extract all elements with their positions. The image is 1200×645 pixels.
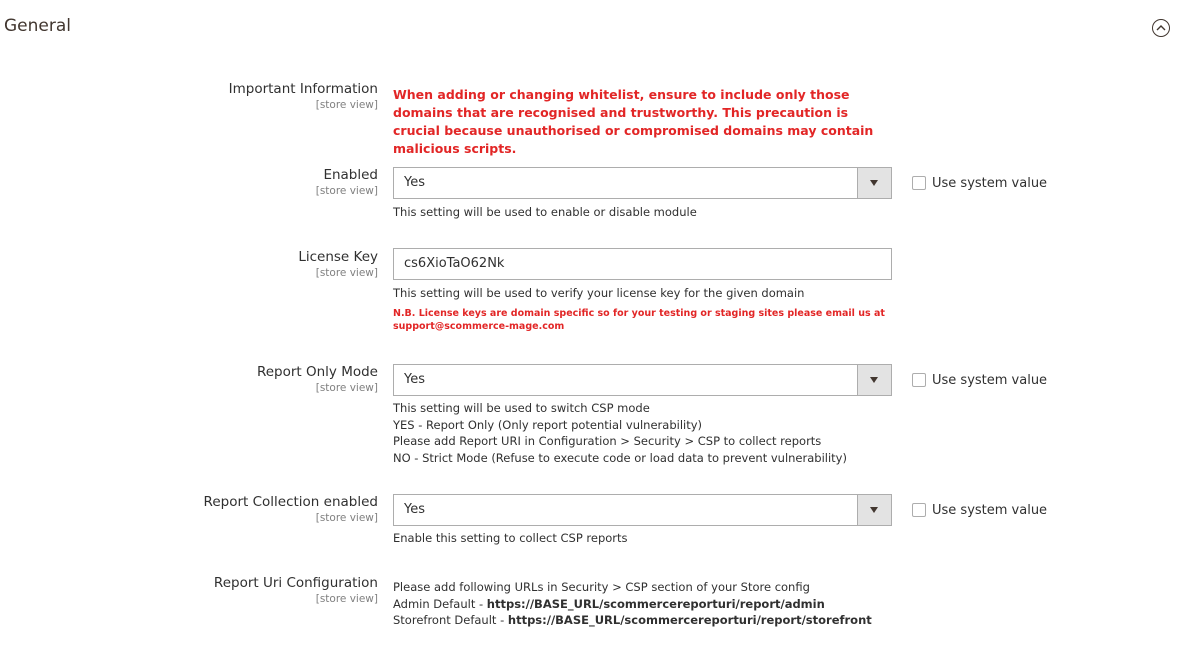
- enabled-select[interactable]: [393, 167, 892, 199]
- report-collection-select-value: Yes: [404, 502, 425, 517]
- use-system-value-label: Use system value: [932, 503, 1048, 518]
- enabled-select-value: Yes: [404, 175, 425, 190]
- report-uri-intro: Please add following URLs in Security > CSP section of your Store config: [393, 580, 810, 594]
- store-prefix: Storefront Default -: [393, 613, 508, 627]
- use-system-value-checkbox[interactable]: [912, 176, 926, 190]
- license-key-label: License Key: [298, 249, 378, 265]
- report-uri-store-line: [393, 612, 953, 629]
- important-info-text: When adding or changing whitelist, ensure to include only those domains that are recognised and trustworthy. This precaution is crucial because unauthorised or compromised domains may contain malicious scripts.: [393, 87, 874, 156]
- store-url: https://BASE_URL/scommercereporturi/report/storefront: [507, 613, 872, 627]
- enabled-note: This setting will be used to enable or disable module: [393, 205, 697, 219]
- report-only-select-value: Yes: [404, 372, 425, 387]
- report-collection-note: Enable this setting to collect CSP reports: [393, 531, 628, 545]
- report-only-use-system-value[interactable]: [912, 373, 1047, 388]
- use-system-value-checkbox[interactable]: [912, 503, 926, 517]
- use-system-value-label: Use system value: [932, 176, 1048, 191]
- note-line: YES - Report Only (Only report potential vulnerability): [393, 417, 703, 432]
- report-uri-label-group: [214, 575, 378, 605]
- dropdown-arrow-icon[interactable]: [857, 168, 891, 198]
- license-key-note: This setting will be used to verify your license key for the given domain: [393, 286, 805, 300]
- important-info-label: Important Information: [228, 81, 378, 97]
- report-only-note: [393, 400, 953, 466]
- note-line: Please add Report URI in Configuration > Security > CSP to collect reports: [393, 434, 822, 448]
- admin-url: https://BASE_URL/scommercereporturi/report/admin: [486, 596, 825, 611]
- section-title[interactable]: General: [4, 16, 71, 36]
- report-collection-use-system-value[interactable]: [912, 503, 1047, 518]
- important-info-label-group: [229, 81, 378, 111]
- use-system-value-checkbox[interactable]: [912, 373, 926, 387]
- report-collection-select[interactable]: [393, 494, 892, 526]
- use-system-value-label: Use system value: [932, 373, 1048, 388]
- enabled-label-group: [316, 167, 378, 197]
- collapse-button[interactable]: [1152, 19, 1170, 37]
- dropdown-arrow-icon[interactable]: [857, 365, 891, 395]
- license-key-red-note: N.B. License keys are domain specific so for your testing or staging sites please email us at support@scommerce-mage.com: [393, 308, 885, 332]
- report-uri-label: Report Uri Configuration: [213, 575, 378, 591]
- report-uri-admin-line: [393, 596, 953, 613]
- note-line: NO - Strict Mode (Refuse to execute code or load data to prevent vulnerability): [393, 450, 847, 465]
- report-uri-note: [393, 579, 953, 629]
- scope-label: [store view]: [315, 512, 378, 524]
- dropdown-arrow-icon[interactable]: [857, 495, 891, 525]
- note-line: This setting will be used to switch CSP mode: [393, 401, 650, 415]
- report-only-select[interactable]: [393, 364, 892, 396]
- enabled-label: Enabled: [323, 167, 378, 183]
- license-key-input[interactable]: cs6XioTaO62Nk: [393, 248, 892, 280]
- license-key-label-group: [298, 249, 378, 279]
- report-collection-label: Report Collection enabled: [203, 494, 378, 510]
- scope-label: [store view]: [315, 267, 378, 279]
- scope-label: [store view]: [315, 593, 378, 605]
- chevron-up-icon: [1156, 24, 1166, 32]
- report-only-label-group: [257, 364, 378, 394]
- report-only-label: Report Only Mode: [256, 364, 378, 380]
- scope-label: [store view]: [315, 185, 378, 197]
- enabled-use-system-value[interactable]: [912, 176, 1047, 191]
- scope-label: [store view]: [315, 99, 378, 111]
- scope-label: [store view]: [315, 382, 378, 394]
- admin-prefix: Admin Default -: [393, 596, 487, 611]
- report-collection-label-group: [204, 494, 378, 524]
